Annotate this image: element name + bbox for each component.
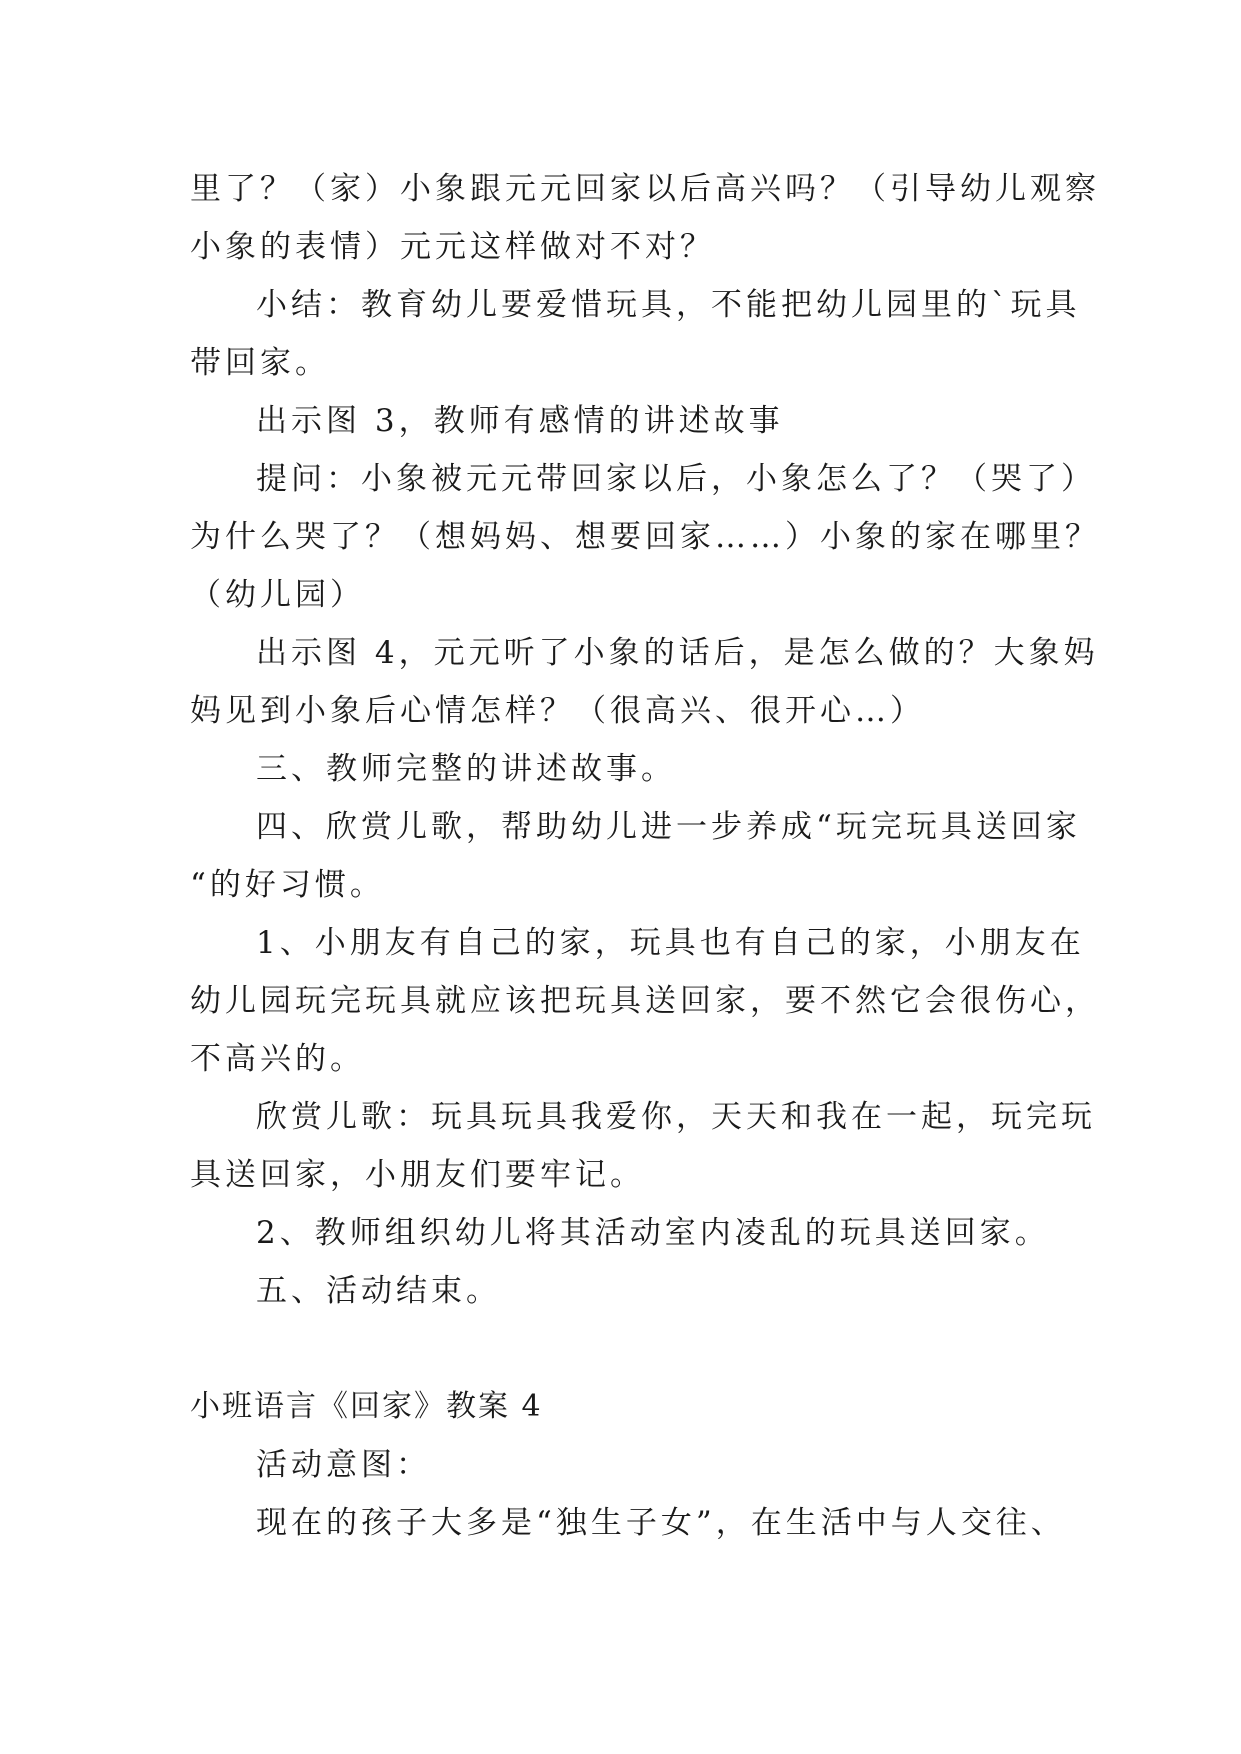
step-four: 四、欣赏儿歌，帮助幼儿进一步养成“玩完玩具送回家 (256, 809, 1081, 845)
paragraph-intent-label: 活动意图： (256, 1447, 431, 1483)
list-item-1: 1、小朋友有自己的家，玩具也有自己的家，小朋友在 (256, 925, 1085, 961)
paragraph-intent-text: 现在的孩子大多是“独生子女”，在生活中与人交往、 (256, 1505, 1066, 1541)
paragraph-picture-3: 出示图 3，教师有感情的讲述故事 (256, 403, 784, 439)
text-line: 妈见到小象后心情怎样？（很高兴、很开心…） (190, 693, 925, 729)
step-five: 五、活动结束。 (256, 1273, 501, 1309)
text-line: 不高兴的。 (190, 1041, 365, 1077)
paragraph-summary: 小结：教育幼儿要爱惜玩具，不能把幼儿园里的`玩具 (256, 287, 1081, 323)
text-line: 小象的表情）元元这样做对不对？ (190, 229, 715, 265)
text-line: 带回家。 (190, 345, 330, 381)
text-line: 里了？（家）小象跟元元回家以后高兴吗？（引导幼儿观察 (190, 171, 1100, 207)
text-line: 幼儿园玩完玩具就应该把玩具送回家，要不然它会很伤心， (190, 983, 1100, 1019)
text-line: （幼儿园） (190, 577, 365, 613)
text-line: 具送回家，小朋友们要牢记。 (190, 1157, 645, 1193)
document-body (190, 160, 1100, 1552)
step-three: 三、教师完整的讲述故事。 (256, 751, 676, 787)
list-item-2: 2、教师组织幼儿将其活动室内凌乱的玩具送回家。 (256, 1215, 1050, 1251)
text-line: 为什么哭了？（想妈妈、想要回家……）小象的家在哪里？ (190, 519, 1100, 555)
paragraph-picture-4: 出示图 4，元元听了小象的话后，是怎么做的？大象妈 (256, 635, 1099, 671)
text-line: “的好习惯。 (190, 867, 385, 903)
section-title: 小班语言《回家》教案 4 (190, 1389, 543, 1424)
paragraph-question: 提问：小象被元元带回家以后，小象怎么了？（哭了） (256, 461, 1096, 497)
paragraph-rhyme: 欣赏儿歌：玩具玩具我爱你，天天和我在一起，玩完玩 (256, 1099, 1096, 1135)
